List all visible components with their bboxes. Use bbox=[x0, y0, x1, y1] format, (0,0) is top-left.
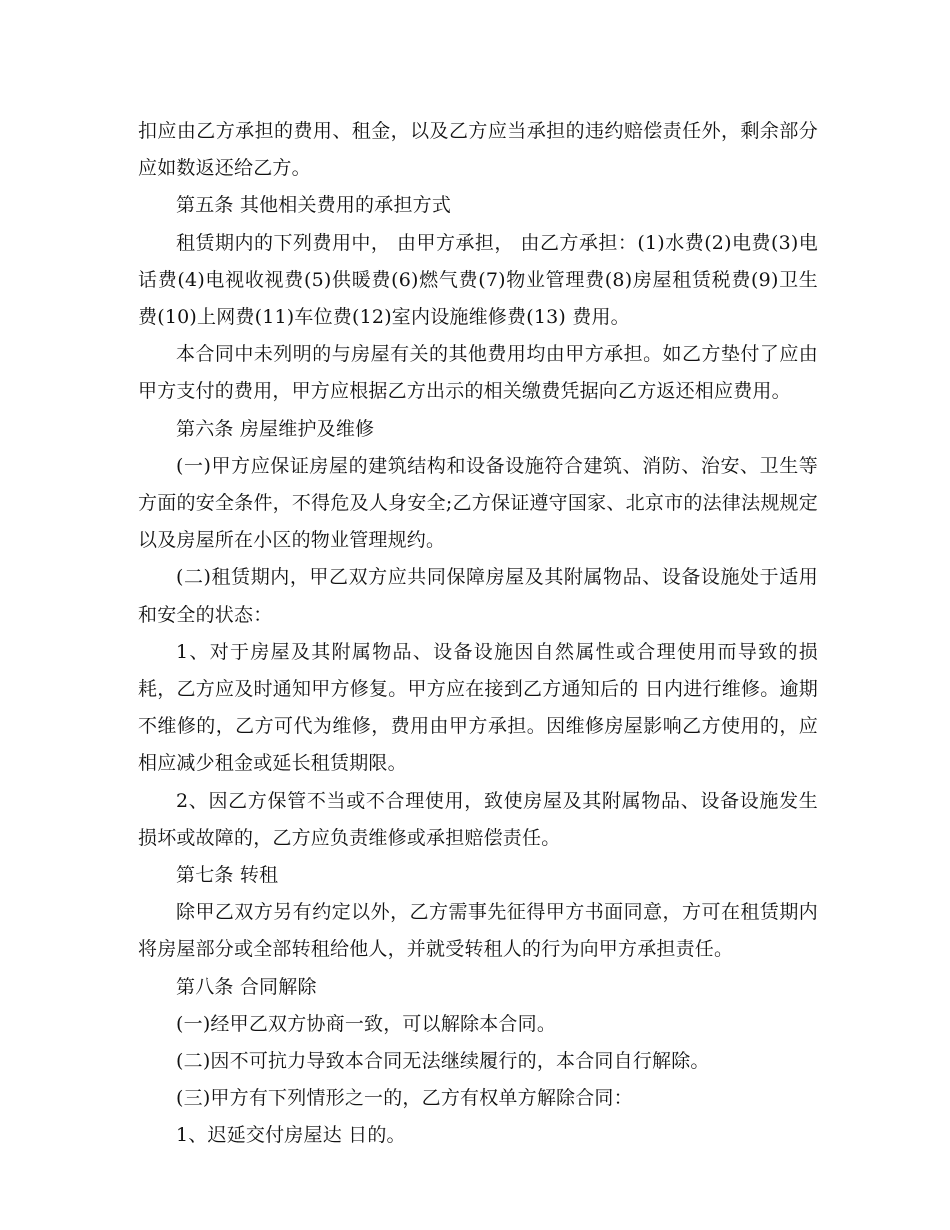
paragraph-sublease: 除甲乙双方另有约定以外，乙方需事先征得甲方书面同意，方可在租赁期内将房屋部分或全部转租给他人，并就受转租人的行为向甲方承担责任。 bbox=[138, 901, 818, 961]
paragraph-continuation: 扣应由乙方承担的费用、租金，以及乙方应当承担的违约赔偿责任外，剩余部分应如数返还给乙方。 bbox=[138, 120, 818, 180]
paragraph-termination-2: (二)因不可抗力导致本合同无法继续履行的，本合同自行解除。 bbox=[176, 1050, 710, 1073]
section-heading-article-6: 第六条 房屋维护及维修 bbox=[176, 417, 375, 440]
paragraph-joint-maintenance: (二)租赁期内，甲乙双方应共同保障房屋及其附属物品、设备设施处于适用和安全的状态： bbox=[138, 566, 818, 626]
paragraph-termination-3-item-1: 1、迟延交付房屋达 日的。 bbox=[176, 1124, 406, 1147]
paragraph-termination-1: (一)经甲乙双方协商一致，可以解除本合同。 bbox=[176, 1012, 557, 1035]
paragraph-termination-3: (三)甲方有下列情形之一的，乙方有权单方解除合同： bbox=[176, 1087, 633, 1110]
paragraph-safety-conditions: (一)甲方应保证房屋的建筑结构和设备设施符合建筑、消防、治安、卫生等方面的安全条件，不得危及人身安全;乙方保证遵守国家、北京市的法律法规规定以及房屋所在小区的物业管理规约。 bbox=[138, 454, 818, 552]
paragraph-repair-item-2: 2、因乙方保管不当或不合理使用，致使房屋及其附属物品、设备设施发生损坏或故障的，乙方应负责维修或承担赔偿责任。 bbox=[138, 789, 818, 849]
paragraph-other-fees: 本合同中未列明的与房屋有关的其他费用均由甲方承担。如乙方垫付了应由甲方支付的费用，甲方应根据乙方出示的相关缴费凭据向乙方返还相应费用。 bbox=[138, 343, 818, 403]
document-body bbox=[138, 113, 818, 1155]
section-heading-article-7: 第七条 转租 bbox=[176, 864, 279, 887]
section-heading-article-8: 第八条 合同解除 bbox=[176, 975, 317, 998]
paragraph-repair-item-1: 1、对于房屋及其附属物品、设备设施因自然属性或合理使用而导致的损耗，乙方应及时通知甲方修复。甲方应在接到乙方通知后的 日内进行维修。逾期不维修的，乙方可代为维修，费用由甲方承担。因维修房屋影响乙方使用的，应相应减少租金或延长租赁期限。 bbox=[138, 640, 818, 775]
paragraph-fees-list: 租赁期内的下列费用中， 由甲方承担， 由乙方承担：(1)水费(2)电费(3)电话费(4)电视收视费(5)供暖费(6)燃气费(7)物业管理费(8)房屋租赁税费(9)卫生费(10)上网费(11)车位费(12)室内设施维修费(13) 费用。 bbox=[138, 231, 818, 329]
section-heading-article-5: 第五条 其他相关费用的承担方式 bbox=[176, 194, 452, 217]
